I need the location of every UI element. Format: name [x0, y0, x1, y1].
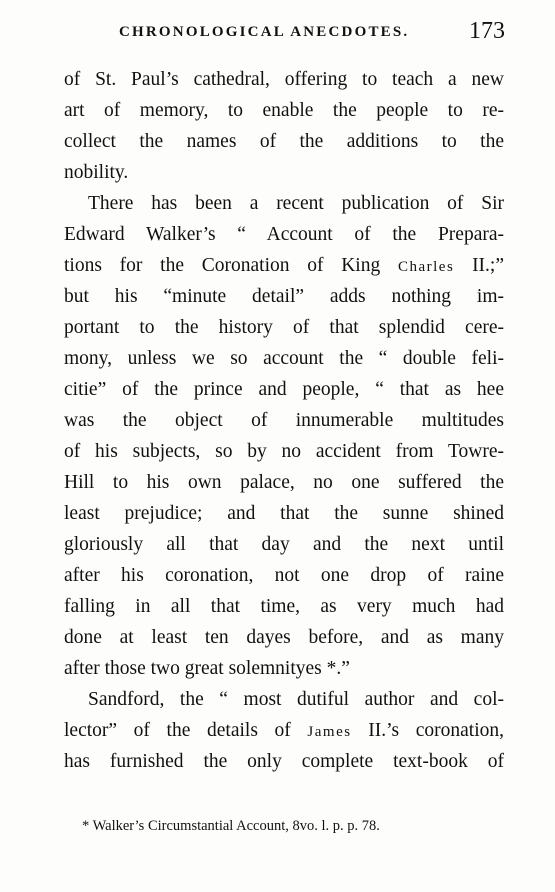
text-line: citie” of the prince and people, “ that as hee — [64, 379, 504, 400]
text-line: falling in all that time, as very much had — [64, 596, 504, 617]
text-segment: tions for the Coronation of King — [64, 255, 398, 276]
text-line: mony, unless we so account the “ double feli- — [64, 348, 504, 369]
running-title: CHRONOLOGICAL ANECDOTES. — [119, 24, 410, 40]
text-line-with-smallcaps — [64, 715, 504, 746]
text-line: after his coronation, not one drop of raine — [64, 565, 504, 586]
text-line: art of memory, to enable the people to re- — [64, 100, 504, 121]
text-line: has furnished the only complete text-book of — [64, 751, 504, 772]
text-line: of his subjects, so by no accident from Towre- — [64, 441, 504, 462]
text-line: after those two great solemnityes *.” — [64, 658, 350, 679]
text-line: collect the names of the additions to the — [64, 131, 504, 152]
text-segment: II.;” — [454, 255, 504, 276]
running-head — [64, 18, 505, 52]
text-line: least prejudice; and that the sunne shined — [64, 503, 504, 524]
page-number: 173 — [469, 18, 505, 44]
body-text — [64, 64, 504, 777]
text-line: gloriously all that day and the next until — [64, 534, 504, 555]
text-line: portant to the history of that splendid cere- — [64, 317, 504, 338]
footnote: * Walker’s Circumstantial Account, 8vo. l. p. p. 78. — [82, 818, 380, 834]
text-line: Edward Walker’s “ Account of the Prepara- — [64, 224, 504, 245]
text-line: There has been a recent publication of Sir — [88, 193, 504, 214]
text-line: Hill to his own palace, no one suffered the — [64, 472, 504, 493]
smallcaps-name: James — [307, 724, 352, 740]
text-line: Sandford, the “ most dutiful author and col- — [88, 689, 504, 710]
text-line: of St. Paul’s cathedral, offering to teach a new — [64, 69, 504, 90]
smallcaps-name: Charles — [397, 259, 455, 275]
text-line: was the object of innumerable multitudes — [64, 410, 504, 431]
text-line: but his “minute detail” adds nothing im- — [64, 286, 504, 307]
text-segment: II.’s coronation, — [351, 720, 504, 741]
text-line-with-smallcaps — [64, 250, 504, 281]
text-segment: lector” of the details of — [64, 720, 308, 741]
text-line: nobility. — [64, 162, 129, 183]
text-line: done at least ten dayes before, and as many — [64, 627, 504, 648]
